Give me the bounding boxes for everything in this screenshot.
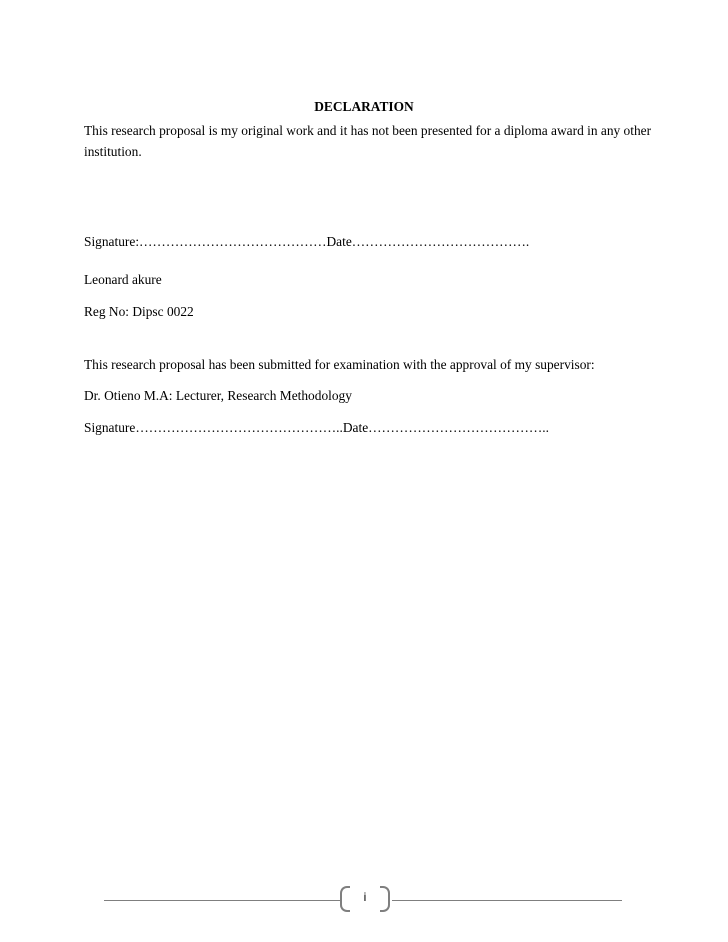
footer-rule-right <box>392 900 622 901</box>
supervisor-signature-line: Signature………………………………………..Date………………………………….. <box>84 420 549 435</box>
supervisor-approval-statement: This research proposal has been submitted for examination with the approval of my supervisor: <box>84 357 595 372</box>
page-title: DECLARATION <box>314 99 414 114</box>
supervisor-name: Dr. Otieno M.A: Lecturer, Research Methodology <box>84 388 352 403</box>
footer-bracket-left <box>340 886 350 912</box>
footer-rule-left <box>104 900 340 901</box>
footer-bracket-right <box>380 886 390 912</box>
student-name: Leonard akure <box>84 272 162 287</box>
page-number: i <box>363 890 367 904</box>
declaration-statement: This research proposal is my original work and it has not been presented for a diploma award in any other institution. <box>84 123 652 159</box>
student-signature-line: Signature:……………………………………Date…………………………………. <box>84 234 530 249</box>
registration-number: Reg No: Dipsc 0022 <box>84 304 194 319</box>
